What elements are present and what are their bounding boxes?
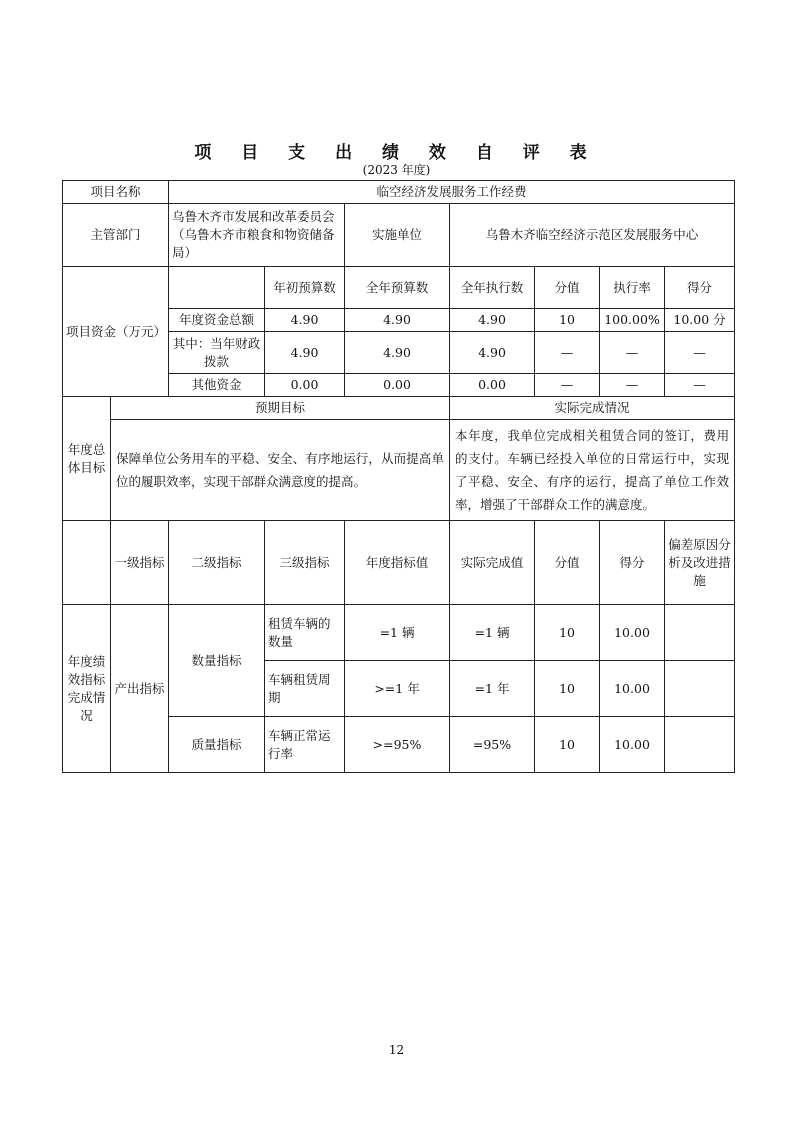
perf-header-target: 年度指标值 (345, 521, 450, 605)
perf-header-actual: 实际完成值 (450, 521, 535, 605)
funds-cell: 4.90 (265, 332, 345, 374)
perf-actual: =1 年 (450, 661, 535, 717)
perf-level2-quantity: 数量指标 (169, 605, 265, 717)
perf-level2-quality: 质量指标 (169, 717, 265, 773)
perf-header-score: 得分 (600, 521, 665, 605)
funds-cell: 4.90 (265, 309, 345, 332)
perf-target: >=1 年 (345, 661, 450, 717)
funds-header-blank (169, 267, 265, 309)
perf-header-level3: 三级指标 (265, 521, 345, 605)
perf-score: 10.00 (600, 661, 665, 717)
funds-row-label: 其中：当年财政拨款 (169, 332, 265, 374)
perf-actual: =95% (450, 717, 535, 773)
perf-level1: 产出指标 (111, 605, 169, 773)
page-number: 12 (388, 1043, 405, 1057)
perf-reason (665, 661, 735, 717)
perf-points: 10 (535, 717, 600, 773)
perf-level3: 车辆租赁周期 (265, 661, 345, 717)
impl-label: 实施单位 (345, 204, 450, 267)
funds-cell: 100.00% (600, 309, 665, 332)
funds-cell: 0.00 (345, 374, 450, 397)
funds-cell: — (535, 374, 600, 397)
goal-actual-header: 实际完成情况 (450, 397, 735, 420)
goal-actual-text: 本年度，我单位完成相关租赁合同的签订，费用的支付。车辆已经投入单位的日常运行中，实现了平稳、安全、有序的运行，提高了单位工作效率，增强了干部群众工作的满意度。 (450, 420, 735, 521)
funds-cell: 4.90 (450, 332, 535, 374)
document-title: 项 目 支 出 绩 效 自 评 表 (194, 143, 599, 163)
perf-points: 10 (535, 605, 600, 661)
funds-cell: — (665, 374, 735, 397)
perf-label: 年度绩效指标完成情况 (63, 605, 111, 773)
funds-row-label: 年度资金总额 (169, 309, 265, 332)
perf-level3: 租赁车辆的数量 (265, 605, 345, 661)
perf-header-level1: 一级指标 (111, 521, 169, 605)
goal-label: 年度总体目标 (63, 397, 111, 521)
project-name: 临空经济发展服务工作经费 (169, 181, 735, 204)
funds-cell: — (600, 374, 665, 397)
impl-value: 乌鲁木齐临空经济示范区发展服务中心 (450, 204, 735, 267)
perf-header-blank (63, 521, 111, 605)
dept-label: 主管部门 (63, 204, 169, 267)
goal-expected-text: 保障单位公务用车的平稳、安全、有序地运行，从而提高单位的履职效率，实现干部群众满意度的提高。 (111, 420, 450, 521)
funds-cell: — (535, 332, 600, 374)
perf-score: 10.00 (600, 605, 665, 661)
funds-header-score: 得分 (665, 267, 735, 309)
funds-header-annual-executed: 全年执行数 (450, 267, 535, 309)
project-name-label: 项目名称 (63, 181, 169, 204)
document-year: (2023 年度) (362, 163, 431, 177)
perf-header-reason: 偏差原因分析及改进措施 (665, 521, 735, 605)
funds-cell: — (665, 332, 735, 374)
dept-value: 乌鲁木齐市发展和改革委员会（乌鲁木齐市粮食和物资储备局） (169, 204, 345, 267)
goal-expected-header: 预期目标 (111, 397, 450, 420)
perf-target: >=95% (345, 717, 450, 773)
perf-points: 10 (535, 661, 600, 717)
funds-cell: 4.90 (345, 309, 450, 332)
funds-header-annual-budget: 全年预算数 (345, 267, 450, 309)
funds-cell: 0.00 (265, 374, 345, 397)
funds-cell: 4.90 (345, 332, 450, 374)
funds-cell: — (600, 332, 665, 374)
perf-reason (665, 605, 735, 661)
perf-level3: 车辆正常运行率 (265, 717, 345, 773)
funds-header-points: 分值 (535, 267, 600, 309)
funds-label: 项目资金（万元） (63, 267, 169, 397)
funds-cell: 10.00 分 (665, 309, 735, 332)
funds-cell: 0.00 (450, 374, 535, 397)
funds-header-initial-budget: 年初预算数 (265, 267, 345, 309)
perf-header-level2: 二级指标 (169, 521, 265, 605)
perf-actual: =1 辆 (450, 605, 535, 661)
perf-score: 10.00 (600, 717, 665, 773)
funds-cell: 4.90 (450, 309, 535, 332)
perf-header-points: 分值 (535, 521, 600, 605)
funds-row-label: 其他资金 (169, 374, 265, 397)
funds-cell: 10 (535, 309, 600, 332)
perf-target: =1 辆 (345, 605, 450, 661)
funds-header-execution-rate: 执行率 (600, 267, 665, 309)
performance-table (62, 180, 735, 773)
perf-reason (665, 717, 735, 773)
